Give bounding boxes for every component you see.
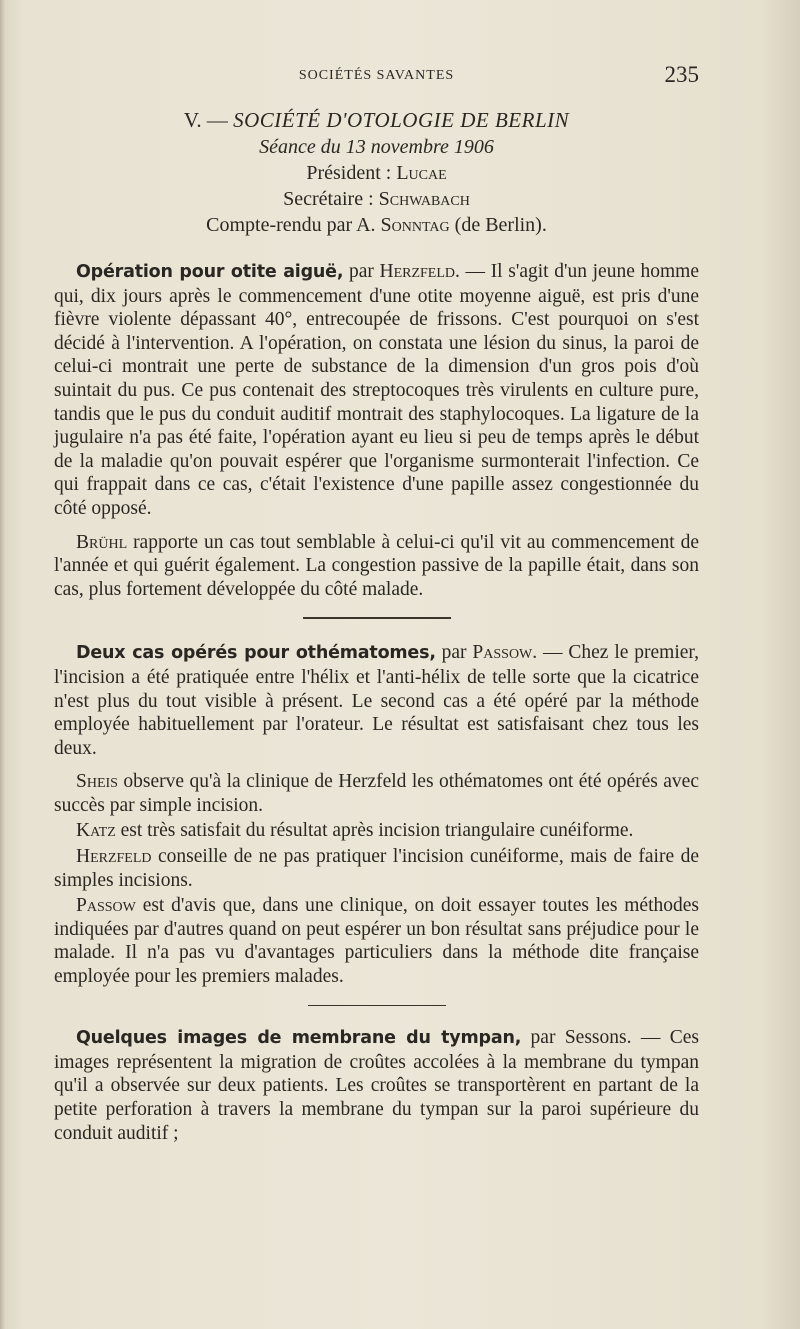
section-name: SOCIÉTÉ D'OTOLOGIE DE BERLIN [233, 108, 570, 132]
reply-1-name: Sheis [76, 771, 118, 793]
reply-3-body: conseille de ne pas pratiquer l'incision cunéiforme, mais de faire de simples incisions. [54, 846, 699, 891]
report-line [54, 212, 699, 238]
section-number: V. — [183, 108, 228, 132]
article-2-by: par [435, 642, 473, 664]
report-place: (de Berlin). [454, 214, 547, 236]
report-name: Sonntag [380, 214, 450, 236]
article-2-reply-3 [54, 845, 699, 892]
article-2-reply-2 [54, 819, 699, 843]
reply-2-name: Katz [76, 820, 116, 842]
session-day: 13 [345, 136, 366, 158]
article-1-reply-name: Brühl [76, 531, 128, 553]
article-3-author: Sessons. [564, 1027, 632, 1049]
page-content [54, 58, 699, 1145]
article-1-body: — Il s'agit d'un jeune homme qui, dix jours après le commencement d'une otite moyenne aiguë, est pris d'une fièvre violente dépassant 40°, entrecoupée de frissons. C'est pourquoi on s'est décidé à l'intervention. A l'opération, on constata une lésion du sinus, la paroi de celui-ci montrait une perte de substance de la dimension d'un gros pois d'où suintait du pus. Ce pus contenait des streptocoques très virulents en culture pure, tandis que le pus du conduit auditif montrait des staphylocoques. La ligature de la jugulaire n'a pas été faite, l'opération ayant eu lieu si peu de temps après le début de la maladie qu'on pouvait espérer que l'organisme surmonterait l'infection. Ce qui frappait dans ce cas, c'était l'existence d'une papille assez congestionnée du côté opposé. [54, 261, 699, 519]
article-1-author: Herzfeld. [379, 261, 460, 282]
secretary-name: Schwabach [378, 188, 470, 210]
page-number: 235 [664, 62, 699, 87]
president-name: Lucae [396, 162, 447, 184]
article-2-paragraph [54, 641, 699, 760]
article-3-title: Quelques images de membrane du tympan, [76, 1028, 522, 1049]
running-head [54, 58, 699, 98]
article-2-author: Passow. [472, 642, 538, 664]
article-3-body: — Ces images représentent la migration de croûtes accolées à la membrane du tympan qu'il a observée sur deux patients. Les croûtes se transportèrent en partant de la petite perforation à travers la membrane du tympan sur la paroi supérieure du conduit auditif ; [54, 1027, 699, 1144]
reply-4-name: Passow [76, 895, 136, 917]
secretary-line [54, 186, 699, 212]
article-3-paragraph [54, 1026, 699, 1145]
article-1-paragraph [54, 260, 699, 521]
article-1-by: par [343, 261, 380, 282]
article-1-reply-body: rapporte un cas tout semblable à celui-ci qu'il vit au commencement de l'année et qui guérit également. La congestion passive de la papille était, dans son cas, plus fortement développée du côté malade. [54, 531, 699, 600]
session-year: 1906 [453, 136, 494, 158]
article-3-by: par [521, 1027, 565, 1049]
session-month: novembre [370, 136, 449, 158]
page-edge [0, 0, 6, 1329]
reply-3-name: Herzfeld [76, 846, 152, 868]
secretary-label: Secrétaire : [283, 188, 374, 210]
article-1-reply [54, 531, 699, 602]
section-heading [54, 106, 699, 134]
president-label: Président : [306, 162, 392, 184]
section-divider-2 [308, 1005, 446, 1007]
report-label: Compte-rendu par A. [206, 214, 376, 236]
reply-4-body: est d'avis que, dans une clinique, on doit essayer toutes les méthodes indiquées par d'autres quand on peut espérer un bon résultat sans préjudice pour le malade. Il n'a pas vu d'avantages particuliers dans la méthode dite française employée pour les premiers malades. [54, 895, 699, 988]
article-2-body: — Chez le premier, l'incision a été pratiquée entre l'hélix et l'anti-hélix de telle sorte que la cicatrice n'est plus du tout visible à présent. Le second cas a été opéré par la méthode employée habituellement par l'orateur. Le résultat est satisfaisant chez tous les deux. [54, 642, 699, 759]
article-2-title: Deux cas opérés pour othématomes, [76, 643, 436, 664]
session-label: Séance du [259, 136, 341, 158]
reply-2-body: est très satisfait du résultat après incision triangulaire cunéiforme. [115, 820, 634, 842]
section-divider [303, 617, 451, 619]
article-2-reply-1 [54, 770, 699, 817]
running-head-title: SOCIÉTÉS SAVANTES [298, 68, 455, 83]
reply-1-body: observe qu'à la clinique de Herzfeld les othématomes ont été opérés avec succès par simple incision. [54, 771, 699, 816]
article-2-reply-4 [54, 894, 699, 988]
article-1-title: Opération pour otite aiguë, [76, 262, 344, 282]
session-date [54, 134, 699, 160]
president-line [54, 160, 699, 186]
